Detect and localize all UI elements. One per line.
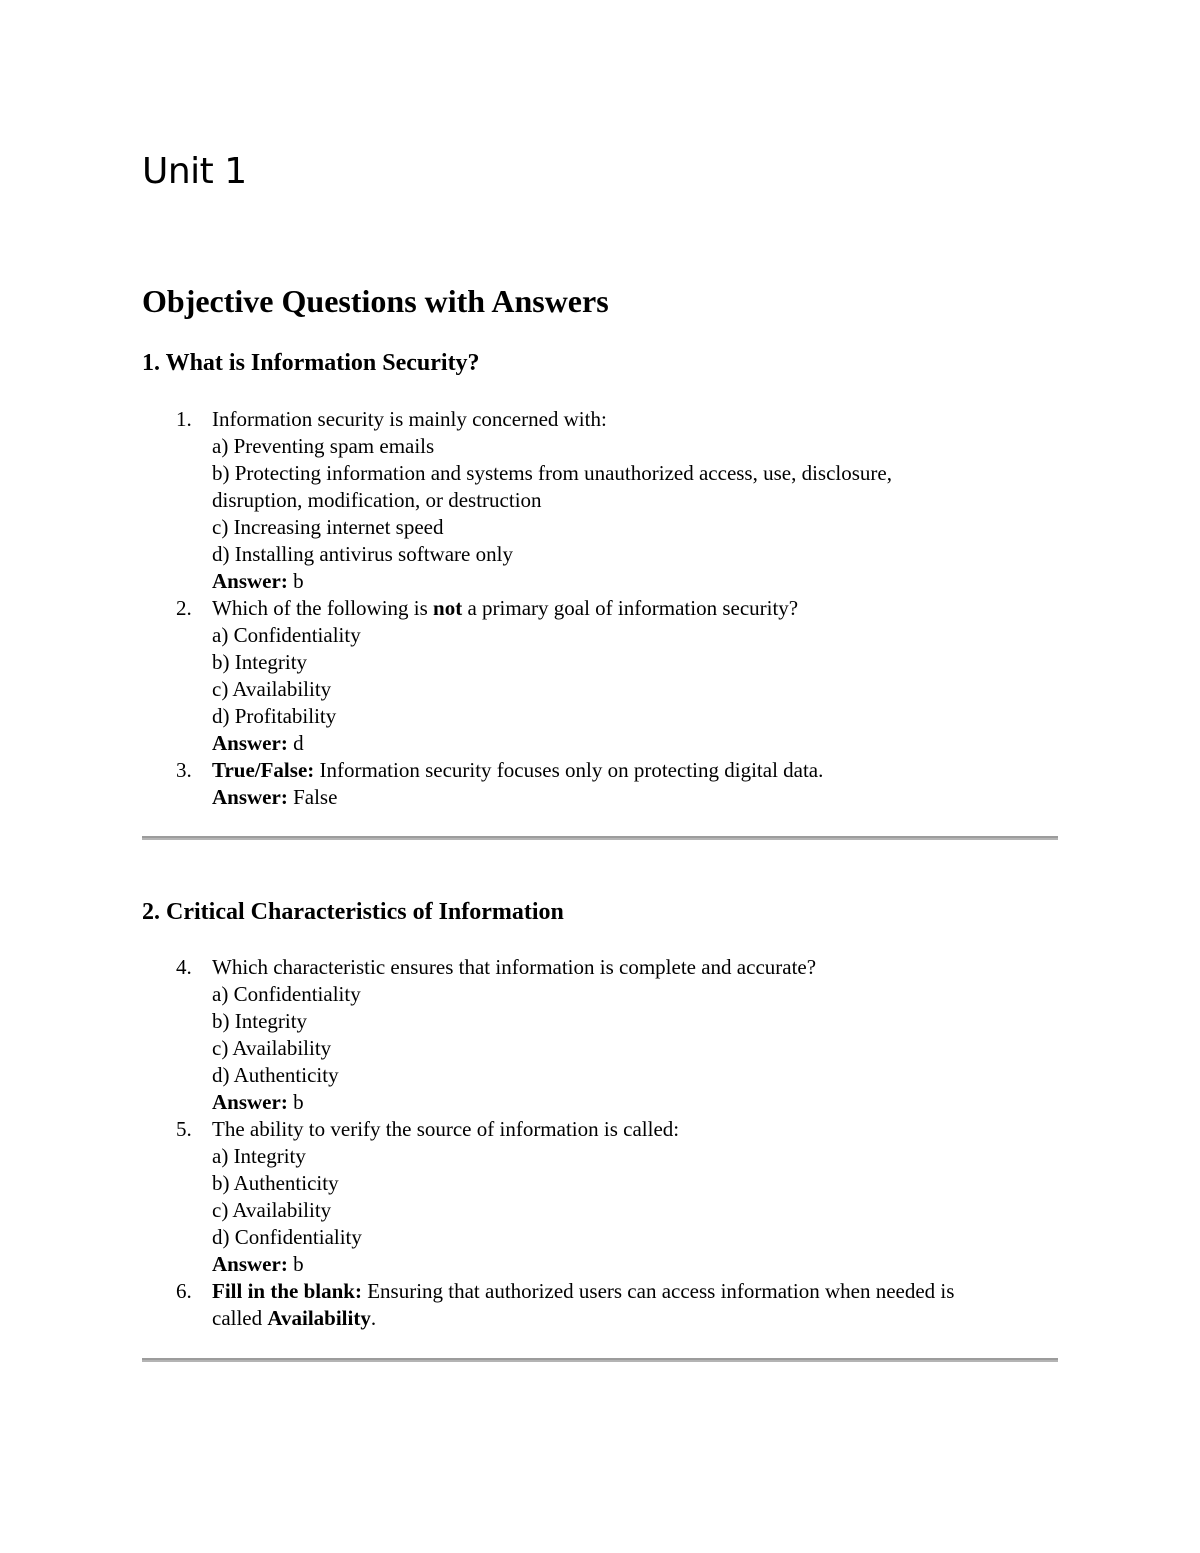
answer-label: Answer:	[212, 1252, 288, 1276]
question-number: 4.	[176, 955, 192, 979]
emphasis-not: not	[433, 596, 463, 620]
answer-line	[212, 568, 1072, 595]
option-c: c) Availability	[212, 1198, 332, 1222]
question-list-section-2	[142, 954, 1072, 1332]
section-heading-critical-characteristics: 2. Critical Characteristics of Information	[142, 899, 564, 925]
answer-value: d	[293, 731, 304, 755]
option-a: a) Confidentiality	[212, 623, 361, 647]
option-a: a) Preventing spam emails	[212, 434, 435, 458]
question-text: Which of the following is not a primary goal of information security?	[212, 596, 799, 620]
question-3	[142, 757, 1072, 811]
answer-line	[212, 1251, 1072, 1278]
question-number: 2.	[176, 596, 192, 620]
horizontal-divider	[142, 836, 1058, 840]
option-b: b) Authenticity	[212, 1171, 339, 1195]
option-d: d) Installing antivirus software only	[212, 542, 513, 566]
question-number: 6.	[176, 1279, 192, 1303]
option-a: a) Confidentiality	[212, 982, 361, 1006]
question-number: 1.	[176, 407, 192, 431]
option-b: b) Integrity	[212, 1009, 308, 1033]
option-d: d) Confidentiality	[212, 1225, 362, 1249]
answer-label: Answer:	[212, 1090, 288, 1114]
question-text-continued: called Availability.	[212, 1306, 377, 1330]
answer-line	[212, 784, 1072, 811]
blank-answer: Availability	[267, 1306, 371, 1330]
option-d: d) Authenticity	[212, 1063, 339, 1087]
question-text: The ability to verify the source of information is called:	[212, 1117, 680, 1141]
answer-label: Answer:	[212, 569, 288, 593]
question-list-section-1	[142, 406, 1072, 811]
question-text: Fill in the blank: Ensuring that authorized users can access information when needed is	[212, 1279, 955, 1303]
option-a: a) Integrity	[212, 1144, 306, 1168]
question-text: Which characteristic ensures that information is complete and accurate?	[212, 955, 817, 979]
question-text: True/False: Information security focuses only on protecting digital data.	[212, 758, 824, 782]
option-c: c) Availability	[212, 1036, 332, 1060]
option-d: d) Profitability	[212, 704, 337, 728]
answer-value: False	[293, 785, 338, 809]
answer-value: b	[293, 569, 304, 593]
question-5	[142, 1116, 1072, 1278]
answer-value: b	[293, 1090, 304, 1114]
answer-line	[212, 1089, 1072, 1116]
fill-in-blank-label: Fill in the blank:	[212, 1279, 362, 1303]
question-1	[142, 406, 1072, 595]
answer-label: Answer:	[212, 731, 288, 755]
horizontal-divider	[142, 1358, 1058, 1362]
answer-line	[212, 730, 1072, 757]
option-c: c) Increasing internet speed	[212, 515, 444, 539]
question-4	[142, 954, 1072, 1116]
option-b: b) Protecting information and systems from unauthorized access, use, disclosure,	[212, 461, 892, 485]
option-c: c) Availability	[212, 677, 332, 701]
true-false-label: True/False:	[212, 758, 315, 782]
section-heading-information-security: 1. What is Information Security?	[142, 350, 480, 376]
question-6	[142, 1278, 1072, 1332]
question-number: 5.	[176, 1117, 192, 1141]
answer-value: b	[293, 1252, 304, 1276]
main-heading: Objective Questions with Answers	[142, 283, 609, 319]
question-number: 3.	[176, 758, 192, 782]
question-2	[142, 595, 1072, 757]
question-text: Information security is mainly concerned with:	[212, 407, 607, 431]
option-b: b) Integrity	[212, 650, 308, 674]
answer-label: Answer:	[212, 785, 288, 809]
unit-title: Unit 1	[142, 151, 247, 192]
option-b-continued: disruption, modification, or destruction	[212, 488, 542, 512]
